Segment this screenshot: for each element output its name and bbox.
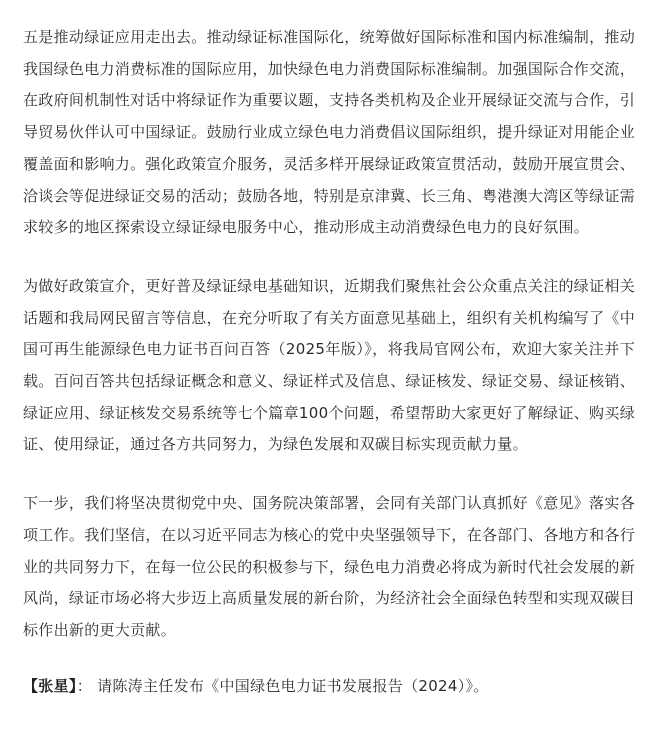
paragraph-next-steps: 下一步，我们将坚决贯彻党中央、国务院决策部署，会同有关部门认真抓好《意见》落实各项工作。我们坚信，在以习近平同志为核心的党中央坚强领导下，在各部门、各地方和各行业的共同努力下，在每一位公民的积极参与下，绿色电力消费必将成为新时代社会发展的新风尚，绿证市场必将大步迈上高质量发展的新台阶，为经济社会全面绿色转型和实现双碳目标作出新的更大贡献。 <box>23 494 636 639</box>
speaker-label: 【张星】 <box>23 676 77 695</box>
article-body <box>23 22 635 702</box>
paragraph-host-remark <box>23 671 635 703</box>
host-remark-text: ： 请陈涛主任发布《中国绿色电力证书发展报告（2024）》。 <box>76 676 489 695</box>
paragraph-policy-publicity-qa: 为做好政策宣介，更好普及绿证绿电基础知识，近期我们聚焦社会公众重点关注的绿证相关话题和我局网民留言等信息，在充分听取了有关方面意见基础上，组织有关机构编写了《中国可再生能源绿色电力证书百问百答（2025年版）》，将我局官网公布，欢迎大家关注并下载。百问百答共包括绿证概念和意义、绿证样式及信息、绿证核发、绿证交易、绿证核销、绿证应用、绿证核发交易系统等七个篇章100个问题，希望帮助大家更好了解绿证、购买绿证、使用绿证，通过各方共同努力，为绿色发展和双碳目标实现贡献力量。 <box>23 276 636 454</box>
paragraph-promote-green-certificates-abroad: 五是推动绿证应用走出去。推动绿证标准国际化，统筹做好国际标准和国内标准编制，推动我国绿色电力消费标准的国际应用，加快绿色电力消费国际标准编制。加强国际合作交流，在政府间机制性对话中将绿证作为重要议题，支持各类机构及企业开展绿证交流与合作，引导贸易伙伴认可中国绿证。鼓励行业成立绿色电力消费倡议国际组织，提升绿证对用能企业覆盖面和影响力。强化政策宣介服务，灵活多样开展绿证政策宣贯活动，鼓励开展宣贯会、洽谈会等促进绿证交易的活动；鼓励各地，特别是京津冀、长三角、粤港澳大湾区等绿证需求较多的地区探索设立绿证绿电服务中心，推动形成主动消费绿色电力的良好氛围。 <box>23 28 636 237</box>
